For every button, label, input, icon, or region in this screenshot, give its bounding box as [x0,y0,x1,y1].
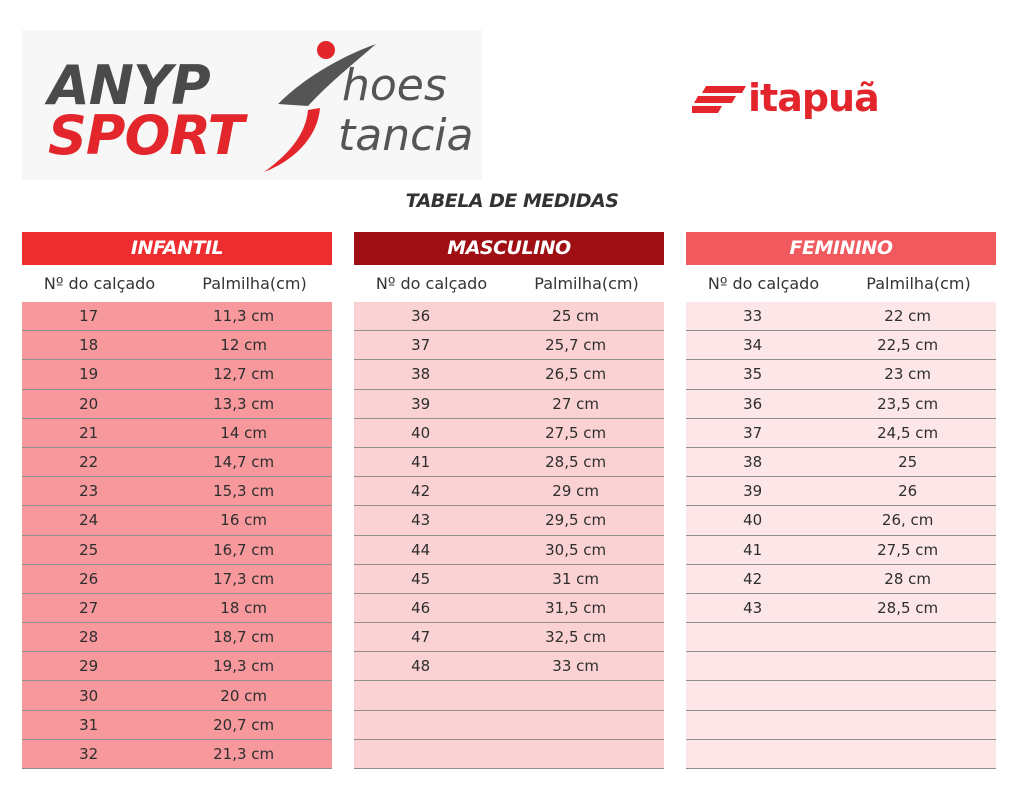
insole-length-cell: 17,3 cm [213,569,275,588]
insole-length-cell: 20,7 cm [213,715,275,734]
insole-length-cell: 30,5 cm [545,540,607,559]
table-row [686,302,996,331]
table-row [686,681,996,710]
insole-length-cell: 14,7 cm [213,453,275,472]
shoe-size-cell: 25 [79,540,99,559]
table-row [354,390,664,419]
insole-length-cell: 11,3 cm [213,307,275,326]
shoe-size-cell: 35 [743,365,763,384]
logo-text-anyp: ANYP [48,54,210,117]
shoe-size-cell: 19 [79,365,99,384]
shoe-size-cell: 20 [79,394,99,413]
shoe-size-cell: 18 [79,336,99,355]
table-feminino [686,232,996,769]
shoe-size-cell: 22 [79,453,99,472]
table-body [22,302,332,769]
shoe-size-cell: 32 [79,744,99,763]
table-masculino [354,232,664,769]
insole-length-cell: 25 cm [552,307,599,326]
brand-stripes-icon [692,86,746,114]
table-row [354,652,664,681]
insole-length-cell: 26 [898,482,918,501]
insole-length-cell: 16 cm [220,511,267,530]
table-row [22,740,332,769]
table-row [22,565,332,594]
column-header-size: Nº do calçado [43,274,156,293]
shoe-size-cell: 42 [411,482,431,501]
insole-length-cell: 23 cm [884,365,931,384]
column-header-size: Nº do calçado [375,274,488,293]
insole-length-cell: 29,5 cm [545,511,607,530]
shoe-size-cell: 40 [411,423,431,442]
table-row [354,506,664,535]
insole-length-cell: 31 cm [552,569,599,588]
table-row [22,390,332,419]
table-row [354,360,664,389]
table-row [354,302,664,331]
table-row [354,419,664,448]
table-row [354,740,664,769]
shoe-size-cell: 43 [411,511,431,530]
brand-name: itapuã [748,76,879,120]
shoe-size-cell: 45 [411,569,431,588]
table-row [354,448,664,477]
shoe-size-cell: 31 [79,715,99,734]
shoe-size-cell: 17 [79,307,99,326]
column-headers [354,265,664,302]
table-row [354,536,664,565]
shoe-size-cell: 21 [79,423,99,442]
table-row [686,331,996,360]
insole-length-cell: 12,7 cm [213,365,275,384]
shoe-size-cell: 42 [743,569,763,588]
table-row [22,681,332,710]
table-row [354,331,664,360]
insole-length-cell: 19,3 cm [213,657,275,676]
insole-length-cell: 22 cm [884,307,931,326]
insole-length-cell: 25 [898,453,918,472]
insole-length-cell: 24,5 cm [877,423,939,442]
table-row [354,711,664,740]
table-row [22,711,332,740]
table-row [22,536,332,565]
insole-length-cell: 32,5 cm [545,628,607,647]
table-row [354,477,664,506]
table-row [686,506,996,535]
insole-length-cell: 22,5 cm [877,336,939,355]
table-row [22,419,332,448]
column-headers [22,265,332,302]
table-title: INFANTIL [22,232,332,265]
shoe-size-cell: 34 [743,336,763,355]
insole-length-cell: 27,5 cm [545,423,607,442]
table-row [686,448,996,477]
shoe-size-cell: 36 [411,307,431,326]
shoe-size-cell: 27 [79,598,99,617]
shoe-size-cell: 24 [79,511,99,530]
shoe-size-cell: 23 [79,482,99,501]
shoe-size-cell: 38 [411,365,431,384]
insole-length-cell: 27 cm [552,394,599,413]
table-body [686,302,996,769]
page-title: TABELA DE MEDIDAS [405,190,619,212]
insole-length-cell: 26,5 cm [545,365,607,384]
table-row [686,565,996,594]
insole-length-cell: 28,5 cm [545,453,607,472]
insole-length-cell: 21,3 cm [213,744,275,763]
table-row [686,594,996,623]
shoe-size-cell: 40 [743,511,763,530]
table-row [22,652,332,681]
table-row [686,419,996,448]
shoe-size-cell: 37 [411,336,431,355]
table-row [22,477,332,506]
shoe-size-cell: 29 [79,657,99,676]
insole-length-cell: 26, cm [881,511,934,530]
table-row [686,360,996,389]
insole-length-cell: 15,3 cm [213,482,275,501]
shoe-size-cell: 41 [411,453,431,472]
table-row [686,390,996,419]
shoe-size-cell: 47 [411,628,431,647]
table-row [354,623,664,652]
shoe-size-cell: 41 [743,540,763,559]
insole-length-cell: 18,7 cm [213,628,275,647]
insole-length-cell: 18 cm [220,598,267,617]
table-row [22,360,332,389]
table-row [22,594,332,623]
logo-text-shoes: hoes [342,60,447,111]
shoe-size-cell: 28 [79,628,99,647]
table-title: MASCULINO [354,232,664,265]
table-row [686,740,996,769]
column-header-insole: Palmilha(cm) [202,274,307,293]
shoe-size-cell: 33 [743,307,763,326]
table-row [22,623,332,652]
table-row [22,506,332,535]
table-body [354,302,664,769]
insole-length-cell: 28,5 cm [877,598,939,617]
shoe-size-cell: 36 [743,394,763,413]
insole-length-cell: 23,5 cm [877,394,939,413]
insole-length-cell: 27,5 cm [877,540,939,559]
column-header-size: Nº do calçado [707,274,820,293]
table-row [686,652,996,681]
column-header-insole: Palmilha(cm) [866,274,971,293]
table-row [22,302,332,331]
shoe-size-cell: 39 [411,394,431,413]
shoe-size-cell: 48 [411,657,431,676]
shoe-size-cell: 26 [79,569,99,588]
table-row [354,681,664,710]
table-row [686,477,996,506]
logo-text-sport: SPORT [48,104,244,167]
table-row [354,565,664,594]
insole-length-cell: 31,5 cm [545,598,607,617]
shoe-size-cell: 43 [743,598,763,617]
insole-length-cell: 33 cm [552,657,599,676]
shoe-size-cell: 30 [79,686,99,705]
table-row [686,623,996,652]
store-logo [22,30,482,180]
shoe-size-cell: 44 [411,540,431,559]
insole-length-cell: 28 cm [884,569,931,588]
table-row [22,448,332,477]
shoe-size-cell: 39 [743,482,763,501]
insole-length-cell: 16,7 cm [213,540,275,559]
column-header-insole: Palmilha(cm) [534,274,639,293]
insole-length-cell: 29 cm [552,482,599,501]
insole-length-cell: 14 cm [220,423,267,442]
shoe-size-cell: 46 [411,598,431,617]
insole-length-cell: 12 cm [220,336,267,355]
table-title: FEMININO [686,232,996,265]
table-row [686,536,996,565]
insole-length-cell: 25,7 cm [545,336,607,355]
table-infantil [22,232,332,769]
column-headers [686,265,996,302]
shoe-size-cell: 38 [743,453,763,472]
logo-text-tancia: tancia [338,110,474,161]
insole-length-cell: 13,3 cm [213,394,275,413]
table-row [686,711,996,740]
table-row [354,594,664,623]
shoe-size-cell: 37 [743,423,763,442]
insole-length-cell: 20 cm [220,686,267,705]
table-row [22,331,332,360]
